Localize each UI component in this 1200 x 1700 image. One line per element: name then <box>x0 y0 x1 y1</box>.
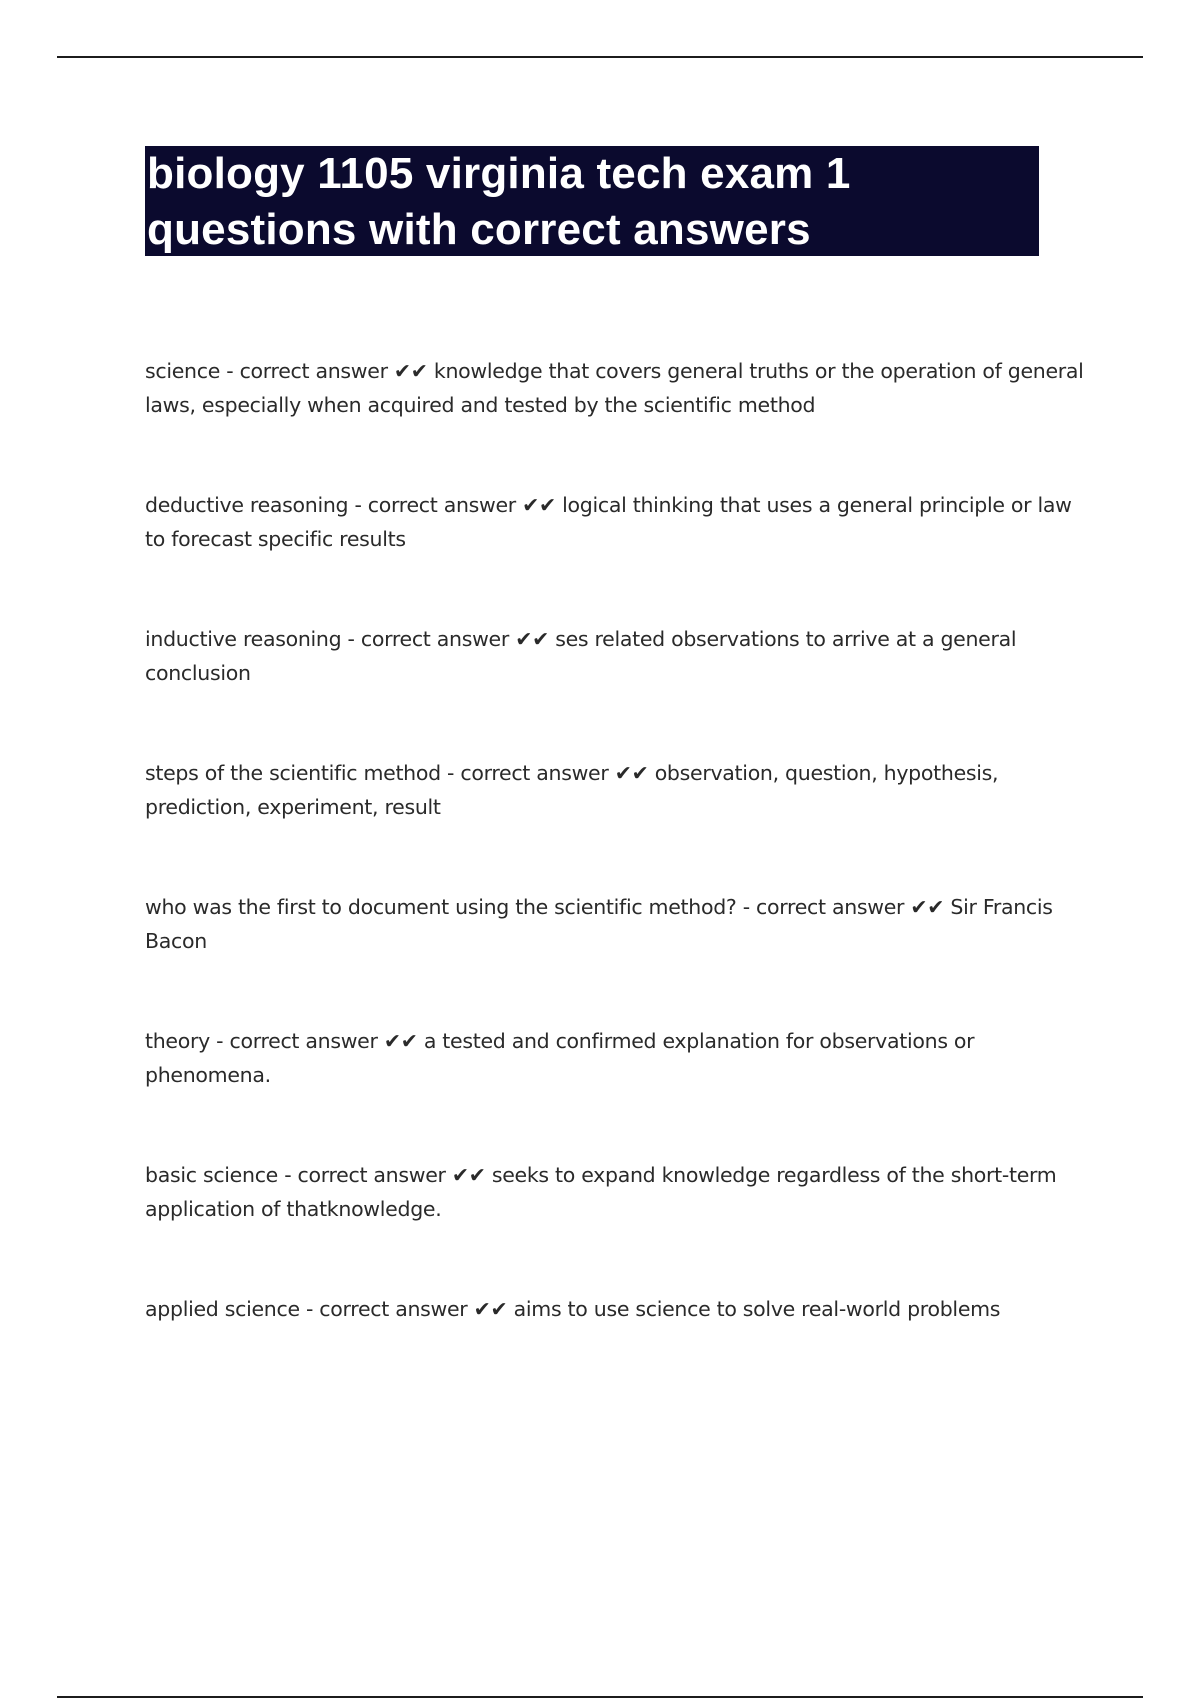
qa-item <box>145 354 1095 488</box>
qa-separator: - <box>209 1029 230 1053</box>
qa-separator: - <box>348 493 368 517</box>
page-title: biology 1105 virginia tech exam 1 questions with correct answers <box>147 149 851 254</box>
qa-separator: - <box>736 895 757 919</box>
qa-separator: - <box>299 1297 320 1321</box>
qa-term: steps of the scientific method <box>145 761 441 785</box>
qa-item <box>145 1292 1095 1426</box>
check-marks-icon: ✔✔ <box>515 493 563 517</box>
qa-term: deductive reasoning <box>145 493 349 517</box>
qa-answer-marker: correct answer <box>239 359 388 383</box>
qa-term: science <box>145 359 221 383</box>
qa-separator: - <box>440 761 461 785</box>
qa-answer-marker: correct answer <box>297 1163 446 1187</box>
check-marks-icon: ✔✔ <box>509 627 556 651</box>
qa-answer-marker: correct answer <box>229 1029 378 1053</box>
qa-item <box>145 622 1095 756</box>
qa-term: theory <box>145 1029 210 1053</box>
qa-answer-marker: correct answer <box>367 493 516 517</box>
qa-term: who was the first to document using the scientific method? <box>145 895 737 919</box>
qa-definition: ses related observations to arrive at a general conclusion <box>145 627 1017 685</box>
check-marks-icon: ✔✔ <box>608 761 655 785</box>
qa-answer-marker: correct answer <box>319 1297 468 1321</box>
bottom-rule <box>57 1696 1143 1698</box>
qa-list <box>145 354 1095 1426</box>
qa-item <box>145 1024 1095 1158</box>
qa-separator: - <box>277 1163 298 1187</box>
qa-definition: Sir Francis Bacon <box>145 895 1053 953</box>
qa-definition: a tested and confirmed explanation for observations or phenomena. <box>145 1029 975 1087</box>
qa-definition: aims to use science to solve real-world problems <box>513 1297 1001 1321</box>
qa-term: basic science <box>145 1163 278 1187</box>
qa-definition: knowledge that covers general truths or the operation of general laws, especially when acquired and tested by the scientific method <box>145 359 1084 417</box>
qa-definition: seeks to expand knowledge regardless of the short-term application of thatknowledge. <box>145 1163 1057 1221</box>
qa-item <box>145 1158 1095 1292</box>
qa-definition: observation, question, hypothesis, prediction, experiment, result <box>145 761 999 819</box>
check-marks-icon: ✔✔ <box>904 895 951 919</box>
qa-item <box>145 488 1095 622</box>
top-rule <box>57 56 1143 58</box>
qa-answer-marker: correct answer <box>360 627 509 651</box>
check-marks-icon: ✔✔ <box>445 1163 492 1187</box>
check-marks-icon: ✔✔ <box>377 1029 424 1053</box>
qa-separator: - <box>220 359 240 383</box>
qa-item <box>145 890 1095 1024</box>
qa-separator: - <box>341 627 361 651</box>
qa-answer-marker: correct answer <box>460 761 609 785</box>
qa-answer-marker: correct answer <box>756 895 905 919</box>
check-marks-icon: ✔✔ <box>387 359 434 383</box>
qa-definition: logical thinking that uses a general principle or law to forecast specific results <box>145 493 1072 551</box>
qa-term: inductive reasoning <box>145 627 342 651</box>
qa-item <box>145 756 1095 890</box>
qa-term: applied science <box>145 1297 300 1321</box>
title-banner <box>145 146 1039 256</box>
check-marks-icon: ✔✔ <box>467 1297 514 1321</box>
